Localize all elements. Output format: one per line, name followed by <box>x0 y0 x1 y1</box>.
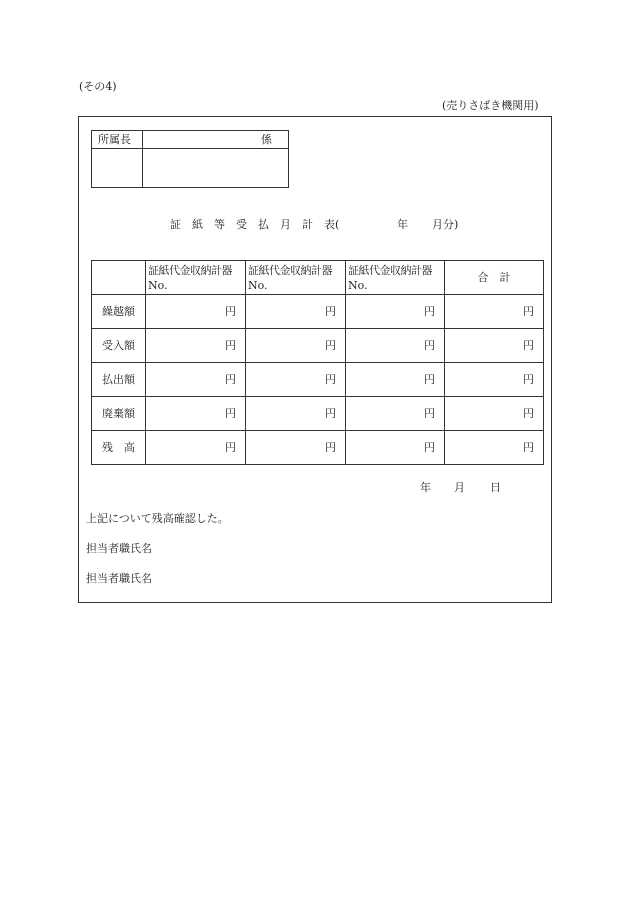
form-category: (売りさばき機関用) <box>442 99 539 112</box>
table-row <box>92 363 544 397</box>
row-label: 払出額 <box>92 363 146 397</box>
header-total: 合 計 <box>445 261 544 295</box>
amount-cell[interactable]: 円 <box>146 431 246 465</box>
amount-cell[interactable]: 円 <box>146 295 246 329</box>
approval-stamp-box <box>91 130 289 188</box>
form-title: 証 紙 等 受 払 月 計 表( <box>170 218 340 231</box>
date-day-label: 日 <box>490 481 501 494</box>
total-cell[interactable]: 円 <box>445 363 544 397</box>
table-row <box>92 397 544 431</box>
stamp-head-space[interactable] <box>93 149 141 187</box>
amount-cell[interactable]: 円 <box>146 329 246 363</box>
total-cell[interactable]: 円 <box>445 329 544 363</box>
amount-cell[interactable]: 円 <box>346 397 445 431</box>
header-meter-2 <box>246 261 346 295</box>
amount-cell[interactable]: 円 <box>346 363 445 397</box>
stamp-head-label: 所属長 <box>98 133 131 146</box>
amount-cell[interactable]: 円 <box>246 329 346 363</box>
date-month-label: 月 <box>454 481 465 494</box>
date-year-label: 年 <box>420 481 431 494</box>
header-meter-3 <box>346 261 445 295</box>
header-meter-no: No. <box>348 279 368 292</box>
confirmation-text: 上記について残高確認した。 <box>86 512 229 525</box>
total-cell[interactable]: 円 <box>445 431 544 465</box>
amount-cell[interactable]: 円 <box>146 363 246 397</box>
amount-cell[interactable]: 円 <box>246 431 346 465</box>
signer-field-2[interactable] <box>160 570 540 586</box>
stamp-staff-space[interactable] <box>143 149 288 187</box>
header-meter-no: No. <box>148 279 168 292</box>
table-row <box>92 295 544 329</box>
total-cell[interactable]: 円 <box>445 295 544 329</box>
header-meter-label: 証紙代金収納計器 <box>148 264 232 277</box>
signer-label-2: 担当者職氏名 <box>86 572 152 585</box>
amount-cell[interactable]: 円 <box>346 329 445 363</box>
header-blank-cell <box>92 261 146 295</box>
amount-cell[interactable]: 円 <box>246 397 346 431</box>
row-label: 残 高 <box>92 431 146 465</box>
page-reference: (その4) <box>79 80 117 93</box>
stamp-staff-label: 係 <box>261 133 272 146</box>
title-year-label: 年 <box>397 218 408 231</box>
table-row <box>92 329 544 363</box>
title-month-field[interactable] <box>410 216 432 232</box>
signer-field-1[interactable] <box>160 540 540 556</box>
signer-label-1: 担当者職氏名 <box>86 542 152 555</box>
row-label: 受入額 <box>92 329 146 363</box>
header-meter-1 <box>146 261 246 295</box>
table-header-row <box>92 261 544 295</box>
total-cell[interactable]: 円 <box>445 397 544 431</box>
amount-cell[interactable]: 円 <box>146 397 246 431</box>
header-meter-label: 証紙代金収納計器 <box>248 264 332 277</box>
row-label: 繰越額 <box>92 295 146 329</box>
table-row <box>92 431 544 465</box>
title-month-label: 月分) <box>432 218 459 231</box>
amount-cell[interactable]: 円 <box>246 363 346 397</box>
amount-cell[interactable]: 円 <box>246 295 346 329</box>
amount-cell[interactable]: 円 <box>346 431 445 465</box>
monthly-ledger-table <box>91 260 544 465</box>
row-label: 廃棄額 <box>92 397 146 431</box>
amount-cell[interactable]: 円 <box>346 295 445 329</box>
header-meter-label: 証紙代金収納計器 <box>348 264 432 277</box>
header-meter-no: No. <box>248 279 268 292</box>
title-year-field[interactable] <box>353 216 395 232</box>
